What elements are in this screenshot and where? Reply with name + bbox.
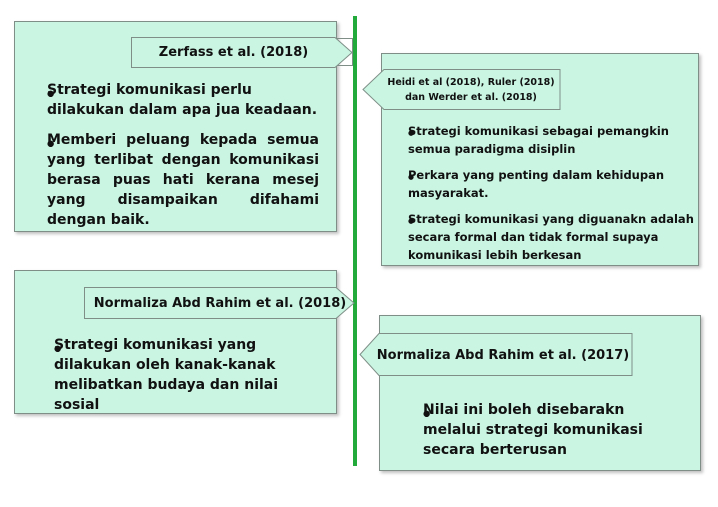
heidi-point-1: ● Strategi komunikasi sebagai pemangkin semua paradigma disiplin [392,122,694,158]
heidi-tag-line-2: dan Werder et al. (2018) [405,92,537,103]
zerfass-tag-label: Zerfass et al. (2018) [158,45,309,60]
zerfass-point-2: ● Memberi peluang kepada semua yang terlibat dengan komunikasi berasa puas hati kerana mesej yang disampaikan difahami dengan baik. [31,130,319,230]
heidi-point-3: ● Strategi komunikasi yang diguanakn adalah secara formal dan tidak formal supaya komunikasi lebih berkesan [392,210,694,264]
normaliza-2018-point-1: ● Strategi komunikasi yang dilakukan oleh kanak-kanak melibatkan budaya dan nilai sosial [37,335,327,415]
zerfass-point-1: ● Strategi komunikasi perlu dilakukan dalam apa jua keadaan. [31,80,319,120]
timeline-line [353,16,357,466]
heidi-tag-label [382,72,560,108]
normaliza-2017-tag-label: Normaliza Abd Rahim et al. (2017) [376,347,630,363]
normaliza-2017-point-1: ● Nilai ini boleh disebarakn melalui strategi komunikasi secara berterusan [406,400,676,460]
normaliza-2018-tag-label: Normaliza Abd Rahim et al. (2018) [93,295,347,311]
heidi-point-2: ● Perkara yang penting dalam kehidupan masyarakat. [392,166,694,202]
heidi-tag-line-1: Heidi et al (2018), Ruler (2018) [387,77,555,88]
